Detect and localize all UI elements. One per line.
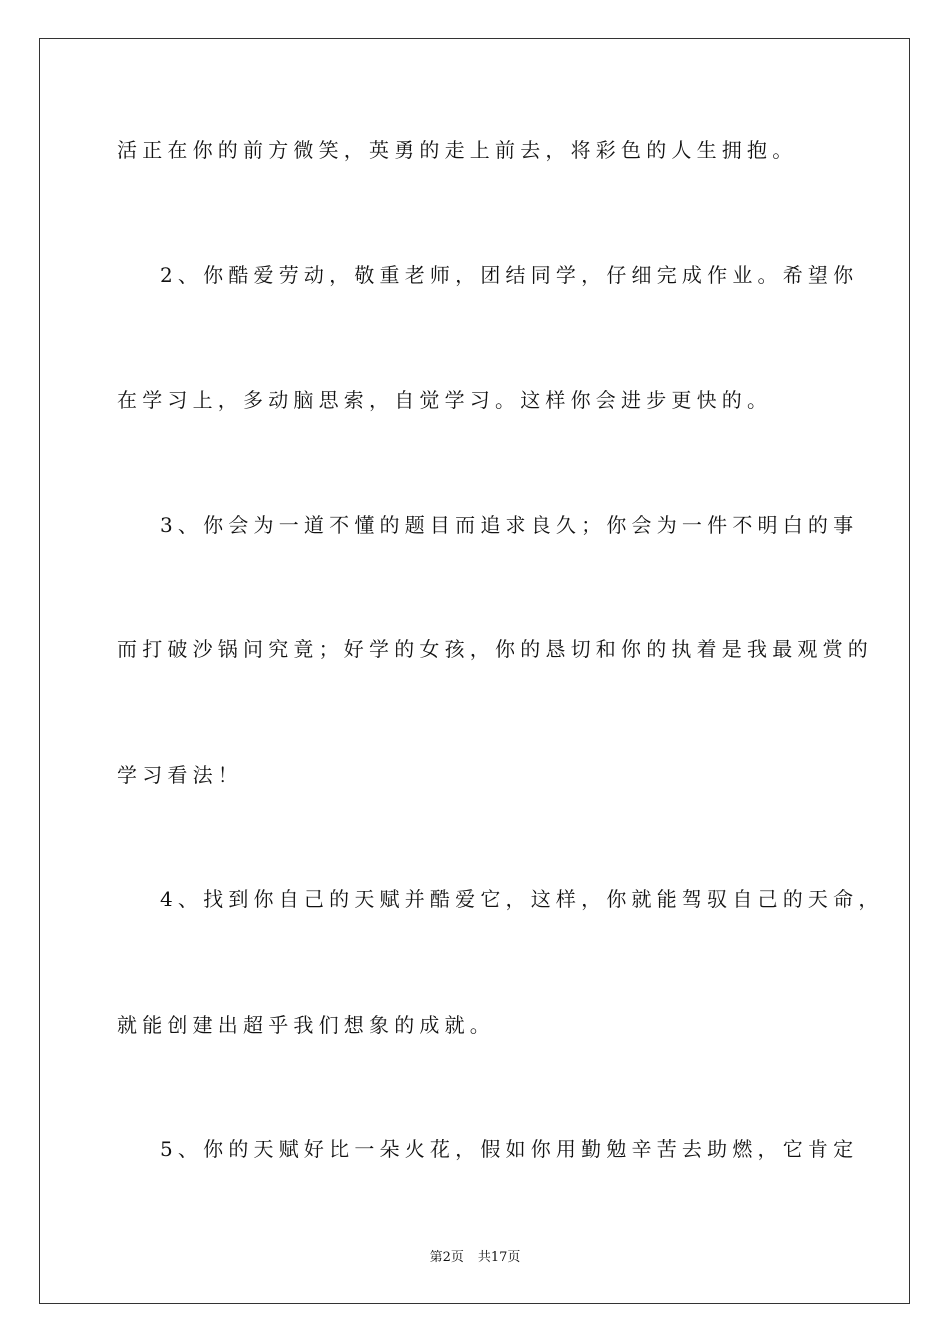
body-text-line: 2、你酷爱劳动，敬重老师，团结同学，仔细完成作业。希望你	[160, 263, 859, 287]
body-text-line: 5、你的天赋好比一朵火花，假如你用勤勉辛苦去助燃，它肯定	[160, 1137, 859, 1161]
body-text-line: 而打破沙锅问究竟；好学的女孩，你的恳切和你的执着是我最观赏的	[117, 637, 873, 661]
page-total: 共17页	[477, 1250, 521, 1265]
body-text-line: 就能创建出超乎我们想象的成就。	[117, 1013, 495, 1037]
body-text-line: 活正在你的前方微笑，英勇的走上前去，将彩色的人生拥抱。	[117, 138, 798, 162]
body-text-line: 学习看法！	[117, 763, 243, 787]
body-text-line: 3、你会为一道不懂的题目而追求良久；你会为一件不明白的事	[160, 513, 859, 537]
page-border	[39, 38, 910, 1304]
body-text-line: 在学习上，多动脑思索，自觉学习。这样你会进步更快的。	[117, 388, 773, 412]
page-number: 第2页	[429, 1250, 464, 1265]
page-footer	[0, 1248, 950, 1268]
body-text-line: 4、找到你自己的天赋并酷爱它，这样，你就能驾驭自己的天命，	[160, 887, 884, 911]
